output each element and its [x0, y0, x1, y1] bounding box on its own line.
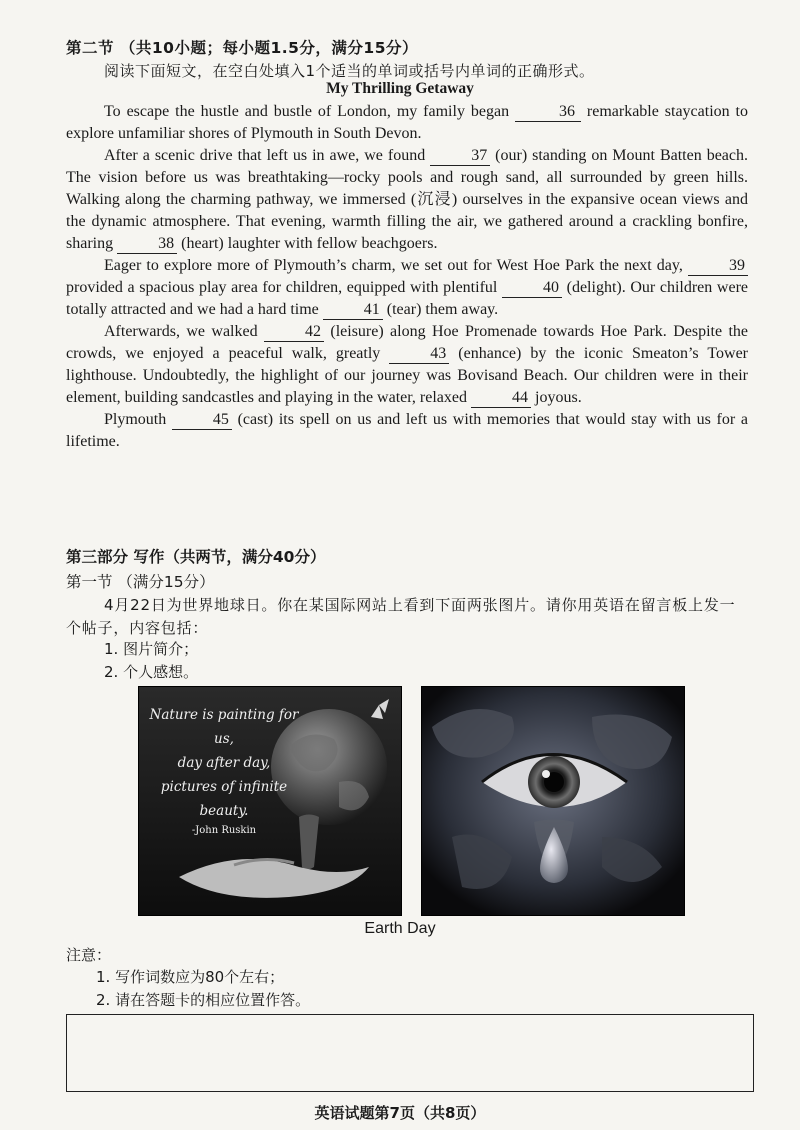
passage: [66, 101, 748, 453]
quote-line: pictures of infinite beauty.: [160, 779, 288, 819]
quote-author: -John Ruskin: [191, 825, 257, 836]
task-item: 1. 图片简介；: [104, 640, 199, 658]
task-items: [104, 638, 198, 684]
quote-line: day after day,: [177, 755, 271, 771]
note-item: 1. 写作词数应为80个左右；: [96, 968, 285, 986]
text: To escape the hustle and bustle of London, my family began: [104, 103, 515, 120]
blank-45: 45: [172, 411, 232, 430]
blank-39: 39: [688, 257, 748, 276]
paragraph-3: [66, 255, 748, 321]
section2-instruction: 阅读下面短文，在空白处填入1个适当的单词或括号内单词的正确形式。: [104, 62, 595, 80]
part3-subheading: 第一节 （满分15分）: [66, 573, 215, 591]
quote-line: Nature is painting for us,: [149, 707, 299, 747]
text: provided a spacious play area for children, equipped with plentiful: [66, 279, 502, 296]
earth-in-hand-image: [138, 686, 402, 916]
text: (cast) its spell on us and left us with memories that would stay with us for a lifetime.: [66, 411, 748, 450]
passage-title: My Thrilling Getaway: [326, 80, 474, 97]
text: Plymouth: [104, 411, 172, 428]
crying-earth-eye-image: [421, 686, 685, 916]
image-caption: Earth Day: [364, 920, 436, 937]
blank-36: 36: [515, 103, 581, 122]
blank-42: 42: [264, 323, 324, 342]
note-item: 2. 请在答题卡的相应位置作答。: [96, 991, 311, 1009]
text: After a scenic drive that left us in awe, we found: [104, 147, 431, 164]
page-footer: 英语试题第7页（共8页）: [314, 1104, 486, 1122]
text: (our) standing on Mount Batten beach. The vision before us was breathtaking—rocky pools and rough sand, all surrounded by green hills. Walking along the charming pathway, we immersed (沉浸) ourselves in the expansive ocean views and the dynamic atmosphere. That evening, warmth filling the air, we gathered around a crackling bonfire, sharing: [66, 147, 748, 252]
task-item: 2. 个人感想。: [104, 663, 199, 681]
text: (delight). Our children were totally attracted and we had a hard time: [66, 279, 749, 318]
blank-40: 40: [502, 279, 562, 298]
text: joyous.: [531, 389, 582, 406]
paragraph-4: [66, 321, 748, 409]
writing-task: 4月22日为世界地球日。你在某国际网站上看到下面两张图片。请你用英语在留言板上发一个帖子，内容包括：: [66, 596, 736, 637]
earth-eye-illustration: [422, 687, 684, 915]
blank-38: 38: [117, 235, 177, 254]
blank-43: 43: [389, 345, 449, 364]
paragraph-5: [66, 409, 748, 453]
text: (enhance) by the iconic Smeaton’s Tower lighthouse. Undoubtedly, the highlight of our journey was Bovisand Beach. Our children were in their element, building sandcastles and playing in the water, relaxed: [66, 345, 748, 406]
text: Afterwards, we walked: [104, 323, 264, 340]
blank-44: 44: [471, 389, 531, 408]
text: remarkable staycation to explore unfamiliar shores of Plymouth in South Devon.: [66, 103, 749, 142]
notes-list: [96, 966, 310, 1012]
paragraph-2: [66, 145, 748, 255]
paragraph-1: [66, 101, 748, 145]
notes-heading: 注意：: [66, 946, 112, 964]
answer-box[interactable]: [66, 1014, 754, 1092]
part3-heading: 第三部分 写作（共两节，满分40分）: [66, 548, 326, 566]
text: (tear) them away.: [382, 301, 499, 318]
text: (leisure) along Hoe Promenade towards Hoe Park. Despite the crowds, we enjoyed a peaceful walk, greatly: [66, 323, 749, 362]
text: (heart) laughter with fellow beachgoers.: [177, 235, 438, 252]
quote: [149, 703, 299, 839]
blank-37: 37: [430, 147, 490, 166]
text: Eager to explore more of Plymouth’s charm, we set out for West Hoe Park the next day,: [104, 257, 688, 274]
blank-41: 41: [323, 301, 383, 320]
section2-heading: 第二节 （共10小题；每小题1.5分，满分15分）: [66, 39, 418, 57]
